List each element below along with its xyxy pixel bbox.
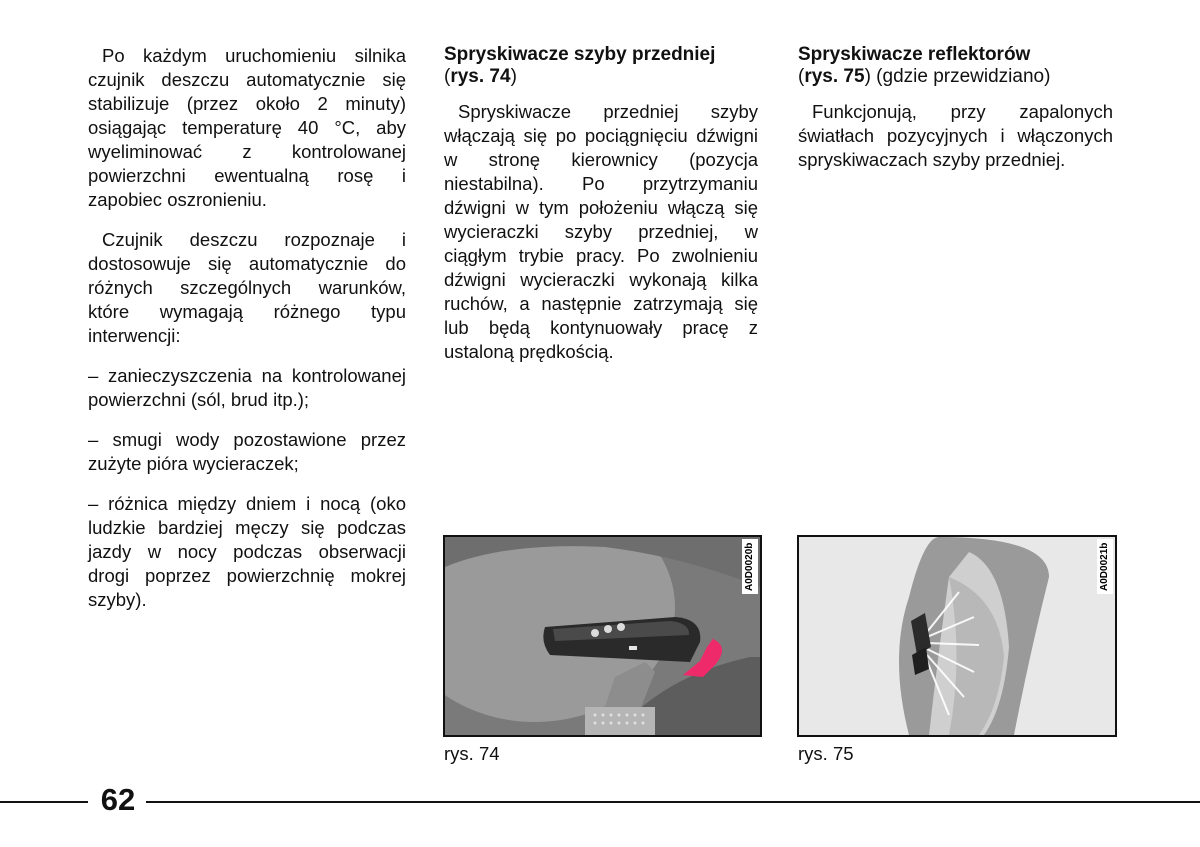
left-text-column xyxy=(88,44,406,628)
headlight-washers-heading-ref: (rys. 75) (gdzie przewidziano) xyxy=(798,66,1051,87)
footer-rule-right xyxy=(146,801,1200,803)
windscreen-washers-paragraph: Spryskiwacze przedniej szyby włączają się po pociągnięciu dźwigni w stronę kierownicy (pozycja niestabilna). Po przytrzymaniu dźwigni w tym położeniu włączą się wycieraczki szyby przedniej, w ciągłym trybie pracy. Po zwolnieniu dźwigni wycieraczki wykonają kilka ruchów, a następnie zatrzymają się lub będą kontynuowały pracę z ustaloną prędkością. xyxy=(444,101,758,362)
figure-reference: rys. 75 xyxy=(804,66,865,87)
rain-sensor-stabilization-paragraph: Po każdym uruchomieniu silnika czujnik deszczu automatycznie się stabilizuje (przez około 2 minuty) osiągając temperaturę 40 °C, aby wyeliminować z kontrolowanej powierzchni ewentualną rosę i zapobiec oszronieniu. xyxy=(88,45,406,210)
headlight-washers-heading xyxy=(798,44,1113,88)
footer-rule-left xyxy=(0,801,88,803)
right-text-column xyxy=(798,44,1113,188)
figure-reference: rys. 74 xyxy=(450,66,511,87)
figure-74-caption: rys. 74 xyxy=(444,743,500,764)
windscreen-washers-heading-title: Spryskiwacze szyby przedniej xyxy=(444,44,716,65)
list-item-dirt: – zanieczyszczenia na kontrolowanej powierzchni (sól, brud itp.); xyxy=(88,365,406,410)
headlight-washers-paragraph: Funkcjonują, przy zapalonych światłach pozycyjnych i włączonych spryskiwaczach szyby przedniej. xyxy=(798,101,1113,170)
list-item-day-night: – różnica między dniem i nocą (oko ludzkie bardziej męczy się podczas jazdy w nocy podczas obserwacji drogi poprzez powierzchnię mokrej szyby). xyxy=(88,493,406,610)
figure-code: A0D0021b xyxy=(1097,539,1113,594)
list-item-water-streaks: – smugi wody pozostawione przez zużyte pióra wycieraczek; xyxy=(88,429,406,474)
figure-74-wiper-stalk xyxy=(443,535,762,737)
middle-text-column xyxy=(444,44,758,380)
headlight-washer-illustration xyxy=(799,537,1115,735)
availability-note: (gdzie przewidziano) xyxy=(870,66,1051,87)
page-number: 62 xyxy=(100,782,136,817)
figure-code: A0D0020b xyxy=(742,539,758,594)
headlight-washers-heading-title: Spryskiwacze reflektorów xyxy=(798,44,1031,65)
windscreen-washers-heading xyxy=(444,44,758,88)
wiper-stalk-illustration xyxy=(445,537,760,735)
figure-75-headlight-washer xyxy=(797,535,1117,737)
rain-sensor-adaptation-paragraph: Czujnik deszczu rozpoznaje i dostosowuje się automatycznie do różnych szczególnych warunków, które wymagają różnego typu interwencji: xyxy=(88,229,406,346)
figure-75-caption: rys. 75 xyxy=(798,743,854,764)
windscreen-washers-heading-ref: (rys. 74) xyxy=(444,66,517,87)
